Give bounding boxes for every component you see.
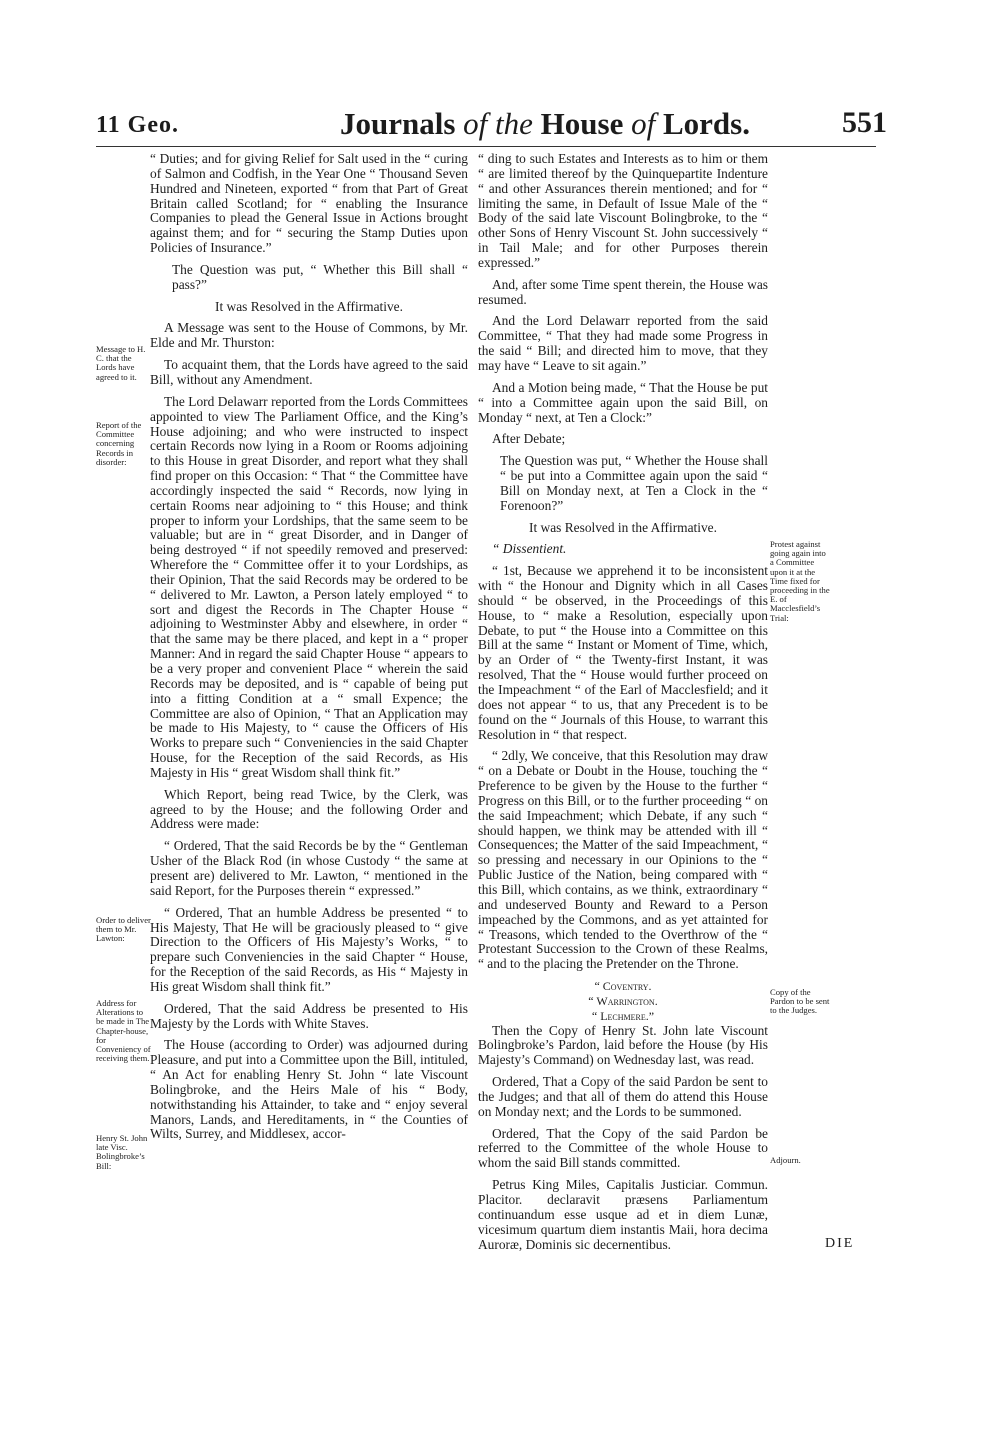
question-put: The Question was put, “ Whether the House shall “ be put into a Committee again upon the said “ Bill on Monday next, at Ten a Clock in the “ Forenoon?” xyxy=(500,453,768,513)
dissentient-heading: “ Dissentient. xyxy=(492,541,567,557)
paragraph-adjournment: Petrus King Miles, Capitalis Justiciar. Commun. Placitor. declaravit præsens Parliamentum continuandum esse usque ad et in diem Lunæ, vicesimum quartum diem instantis Maii, hora decima Auroræ, Dominis sic decernentibus. xyxy=(478,1177,768,1252)
signatory: “ Warrington. xyxy=(588,993,658,1008)
header-rule xyxy=(96,146,876,147)
resolution: It was Resolved in the Affirmative. xyxy=(529,519,717,535)
paragraph: And, after some Time spent therein, the House was resumed. xyxy=(478,276,768,307)
margin-note-message: Message to H. C. that the Lords have agreed to it. xyxy=(96,344,146,382)
margin-note-bill: Henry St. John late Visc. Bolingbroke’s Bill: xyxy=(96,1133,148,1171)
catchword: DIE xyxy=(825,1236,855,1251)
paragraph-pardon: Then the Copy of Henry St. John late Viscount Bolingbroke’s Pardon, laid before the House (by His Majesty’s Command) on Wednesday last, was read. xyxy=(478,1022,768,1068)
paragraph: After Debate; xyxy=(492,431,566,447)
resolution: It was Resolved in the Affirmative. xyxy=(215,298,403,314)
paragraph: Ordered, That the said Address be presented to His Majesty by the Lords with White Staves. xyxy=(150,1000,468,1031)
margin-note-report: Report of the Committee concerning Records in disorder: xyxy=(96,420,142,467)
paragraph-message: A Message was sent to the House of Commons, by Mr. Elde and Mr. Thurston: xyxy=(150,320,468,351)
paragraph: And the Lord Delawarr reported from the said Committee, “ That they had made some Progress in the said “ Bill; and directed him to move, that they may have “ Leave to sit again.” xyxy=(478,313,768,373)
paragraph: And a Motion being made, “ That the House be put “ into a Committee again upon the said Bill, on Monday “ next, at Ten a Clock:” xyxy=(478,379,768,425)
margin-note-pardon: Copy of the Pardon to be sent to the Judges. xyxy=(770,987,830,1016)
paragraph: Ordered, That a Copy of the said Pardon be sent to the Judges; and that all of them do attend this House on Monday next; and the Lords to be summoned. xyxy=(478,1074,768,1119)
margin-note-adjourn: Adjourn. xyxy=(770,1155,801,1165)
paragraph-order: “ Ordered, That the said Records be by the “ Gentleman Usher of the Black Rod (in whose Custody “ the same at present are) delivered to Mr. Lawton, “ mentioned in the said Report, for the Purposes therein “ expressed.” xyxy=(150,838,468,898)
margin-note-order: Order to deliver them to Mr. Lawton: xyxy=(96,915,151,944)
protest-reason-2: “ 2dly, We conceive, that this Resolution may draw “ on a Debate or Doubt in the House, touching the “ Preference to be given by the House to the further “ Progress on this Bill, or to the further proceeding “ on the said Impeachment; which Debate, if any such “ should happen, we think may be attended with ill “ Consequences; the Matter of the said Impeachment, “ so pressing and necessary in our Opinions to the “ Public Justice of the Nation, being compared with “ this Bill, which contains, as we think, extraordinary “ and undeserved Bounty and Reward to a Person impeached by the Commons, and as yet attainted for “ Treasons, which tended to the Overthrow of the “ Protestant Succession to the Crown of these Realms, “ and to the placing the Pretender on the Throne. xyxy=(478,748,768,972)
signatory: “ Lechmere.” xyxy=(591,1008,655,1023)
protest-reason-1: “ 1st, Because we apprehend it to be inconsistent with “ the Honour and Dignity which in all Cases should “ be observed, in the Proceedings of this House, to “ make a Resolution, especially upon Debate, to put “ the House into a Committee on this Bill at the same “ Instant or Moment of Time, which, by an Order of “ the Twenty-first Instant, it was resolved, That the “ House would further proceed on the Impeachment “ of the Earl of Macclesfield; and it does not appear “ to us, that any Precedent is to be found on the “ Journals of this House, to warrant this Resolution in “ that respect. xyxy=(478,563,768,742)
signatory: “ Coventry. xyxy=(594,979,652,994)
page-title: Journals of the House of Lords. xyxy=(340,106,750,141)
paragraph: Which Report, being read Twice, by the Clerk, was agreed to by the House; and the following Order and Address were made: xyxy=(150,786,468,832)
page-number: 551 xyxy=(842,106,887,139)
header-regnal-year: 11 Geo. xyxy=(96,112,179,138)
margin-note-address: Address for Alterations to be made in The Chapter-house, for Conveniency of receiving them. xyxy=(96,998,151,1064)
question-put: The Question was put, “ Whether this Bill shall “ pass?” xyxy=(172,261,468,292)
paragraph: Ordered, That the Copy of the said Pardon be referred to the Committee of the whole House to whom the said Bill stands committed. xyxy=(478,1125,768,1171)
paragraph-report: The Lord Delawarr reported from the Lords Committees appointed to view The Parliament Office, and the King’s House adjoining; and who were instructed to inspect certain Records now lying in a Room or Rooms adjoining to this House in great Disorder, and report what they shall find proper on this Occasion: “ That “ the Committee have accordingly inspected the said “ Records, now lying in certain Rooms near adjoining to “ this House; and think proper to inform your Lordships, that the same seem to be valuable; but are in “ great Disorder, and in Danger of being destroyed “ if not speedily removed and preserved: Wherefore the “ Committee offer it to your Lordships, as their Opinion, That the said Records may be ordered to be “ delivered to Mr. Lawton, a Person lately employed “ to sort and digest the Records in The Chapter House “ adjoining to Westminster Abby and elsewhere, in order “ that the same may be there placed, and kept in a “ proper Manner: And in regard the said Chapter House “ appears to be a very proper and convenient Place “ wherein the said Records may be deposited, and is “ capable of being put into a fitting Condition at a “ small Expence; the Committee are also of Opinion, “ That an Application may be made to His Majesty, to “ cause the Officers of His Works to prepare such “ Conveniencies in the said Chapter House, for the Reception of the said Records, as His Majesty in His “ great Wisdom shall think fit.” xyxy=(150,393,468,780)
paragraph-bill: The House (according to Order) was adjourned during Pleasure, and put into a Committee upon the Bill, intituled, “ An Act for enabling Henry St. John “ late Viscount Bolingbroke, and the Heirs Male of his “ Body, notwithstanding his Attainder, to take and “ enjoy several Manors, Lands, and Hereditaments, in “ the Counties of Wilts, Surrey, and Middlesex, accor- xyxy=(150,1037,468,1142)
margin-note-protest: Protest against going again into a Committee upon it at the Time fixed for proceeding in the E. of Macclesfield’s Trial: xyxy=(770,539,830,623)
right-column xyxy=(478,152,768,1259)
paragraph: “ Duties; and for giving Relief for Salt used in the “ curing of Salmon and Codfish, in the Year One “ Thousand Seven Hundred and Nineteen, exported “ from that Part of Great Britain called Scotland; for “ enabling the Insurance Companies to plead the General Issue in Actions brought against them; and for “ securing the Stamp Duties upon Policies of Insurance.” xyxy=(150,151,468,256)
left-column xyxy=(150,152,468,1149)
paragraph: “ ding to such Estates and Interests as to him or them “ are limited thereof by the Quinquepartite Indenture “ and other Assurances therein mentioned; and for “ limiting the same, in Default of Issue Male of the “ Body of the said late Viscount Bolingbroke, to the “ other Sons of Henry Viscount St. John successively “ in Tail Male; and for other Purposes therein expressed.” xyxy=(478,151,768,270)
paragraph-address: “ Ordered, That an humble Address be presented “ to His Majesty, That He will be graciously pleased to “ give Direction to the Officers of His Majesty’s Works, “ to prepare such Conveniencies in the said Chapter “ House, for the Reception of the said Records, as His “ Majesty in His great Wisdom shall think fit.” xyxy=(150,904,468,994)
paragraph: To acquaint them, that the Lords have agreed to the said Bill, without any Amendment. xyxy=(150,357,468,387)
